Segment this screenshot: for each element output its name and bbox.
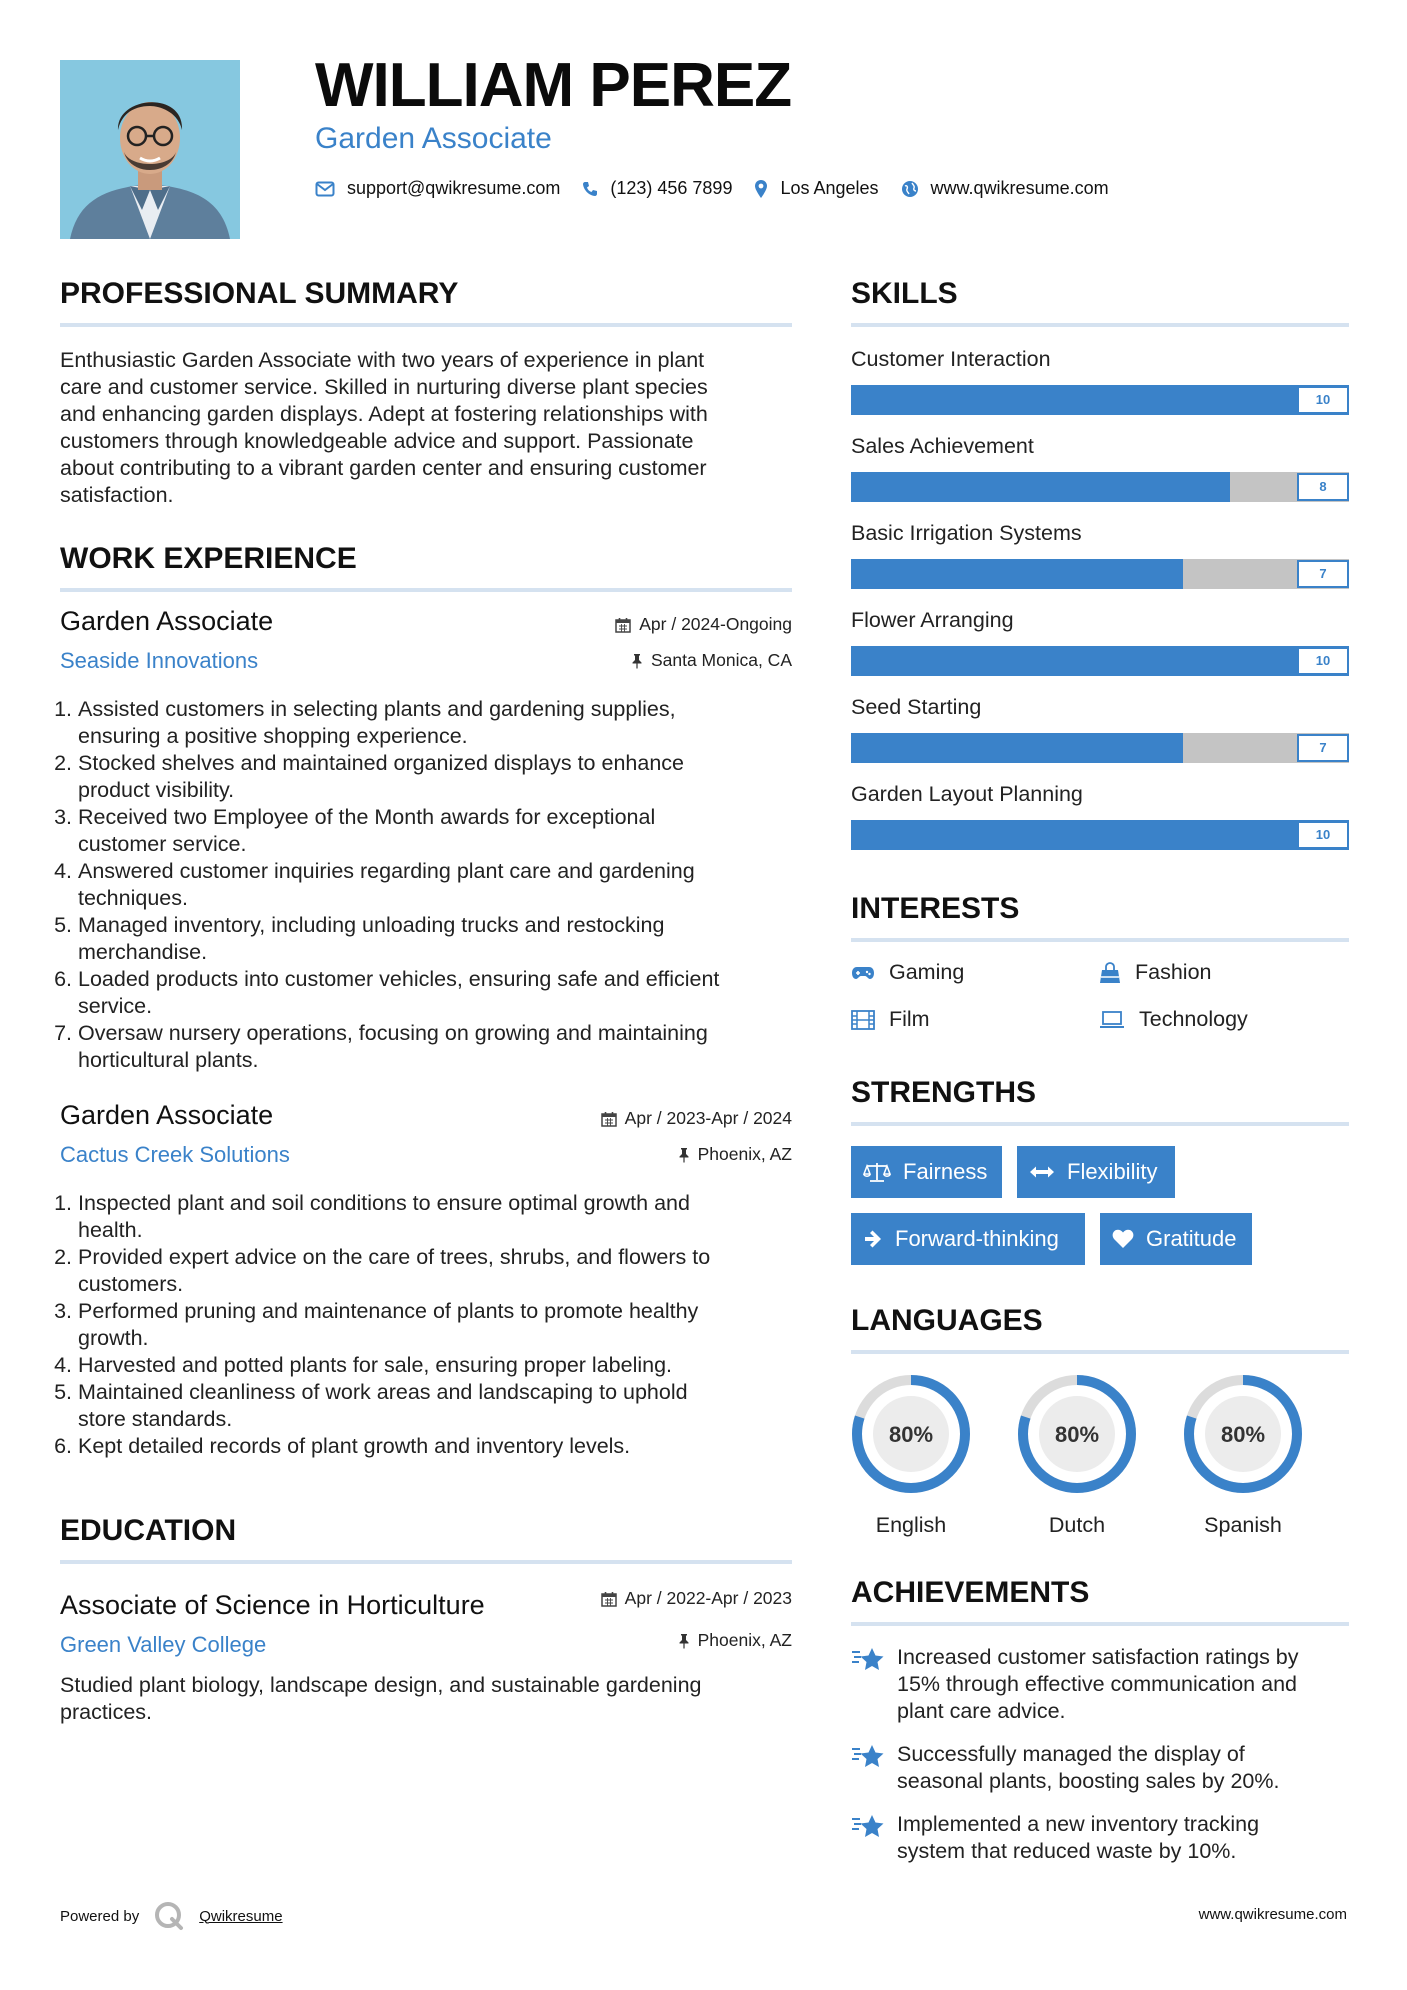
list-item: 4. Harvested and potted plants for sale, ensuring proper labeling. <box>78 1352 792 1379</box>
skill-name: Sales Achievement <box>851 434 1034 458</box>
skill-bar-segment <box>851 733 900 763</box>
calendar-icon <box>615 617 631 633</box>
section-divider <box>60 323 792 327</box>
shooting-star-icon <box>851 1743 885 1771</box>
skills-heading: SKILLS <box>851 277 958 310</box>
achievements-heading: ACHIEVEMENTS <box>851 1576 1090 1609</box>
skill-bar-segment <box>1230 385 1279 415</box>
education-location <box>678 1632 792 1650</box>
job-location-text: Phoenix, AZ <box>697 1144 792 1164</box>
skill-bar-segment <box>946 472 995 502</box>
education-dates <box>601 1590 792 1608</box>
degree-title: Associate of Science in Horticulture <box>60 1590 485 1620</box>
qwikresume-logo-icon <box>153 1900 185 1932</box>
film-icon <box>851 1010 875 1030</box>
gauge-percent: 80% <box>1054 1422 1100 1447</box>
skill-bar-segment <box>946 646 995 676</box>
calendar-icon <box>601 1591 617 1607</box>
job-title: Garden Associate <box>60 1100 274 1130</box>
skill-bar-segment <box>1088 820 1137 850</box>
skill-level-badge: 10 <box>1297 647 1349 675</box>
skill-bar-segment <box>946 820 995 850</box>
skill-bar-segment <box>851 385 900 415</box>
skill-bar-segment <box>1183 472 1232 502</box>
pushpin-icon <box>631 653 643 669</box>
skill-level-badge: 10 <box>1297 386 1349 414</box>
skill-bar-segment <box>946 385 995 415</box>
languages-heading: LANGUAGES <box>851 1304 1043 1337</box>
skill-item <box>851 610 1349 697</box>
contact-bar <box>315 178 1131 199</box>
list-item: 4. Answered customer inquiries regarding plant care and gardening techniques. <box>78 858 792 912</box>
skill-level-badge: 7 <box>1297 560 1349 588</box>
interest-gaming <box>851 960 964 985</box>
education-line: Studied plant biology, landscape design, and sustainable gardening <box>60 1673 702 1697</box>
achievement-item <box>851 1811 1349 1865</box>
strength-forward-thinking <box>851 1213 1085 1265</box>
language-gauge <box>849 1372 973 1496</box>
skills-section <box>851 279 1349 871</box>
website-text: www.qwikresume.com <box>930 178 1109 198</box>
skill-bar-segment <box>898 820 947 850</box>
envelope-icon <box>315 181 335 197</box>
summary-heading: PROFESSIONAL SUMMARY <box>60 277 459 310</box>
skill-item <box>851 697 1349 784</box>
skill-bar <box>851 646 1349 676</box>
skill-bar <box>851 385 1349 415</box>
skill-bar-segment <box>1230 559 1279 589</box>
list-item: 5. Managed inventory, including unloading trucks and restocking merchandise. <box>78 912 792 966</box>
summary-line: care and customer service. Skilled in nurturing diverse plant species <box>60 375 708 399</box>
job-entry <box>60 1102 792 1460</box>
laptop-icon <box>1099 1011 1125 1029</box>
gauge-percent: 80% <box>1220 1422 1266 1447</box>
skill-bar-segment <box>946 559 995 589</box>
strength-label: Gratitude <box>1146 1226 1237 1251</box>
skill-bar-segment <box>851 472 900 502</box>
skill-bar-segment <box>1230 820 1279 850</box>
job-location <box>678 1146 792 1164</box>
arrows-horizontal-icon <box>1029 1165 1055 1179</box>
interest-label: Gaming <box>889 960 965 984</box>
qwikresume-link[interactable]: Qwikresume <box>199 1907 283 1925</box>
languages-section <box>851 1306 1349 1552</box>
strength-label: Forward-thinking <box>895 1226 1059 1251</box>
skill-bar-segment <box>993 646 1042 676</box>
section-divider <box>851 938 1349 942</box>
skill-bar-segment <box>946 733 995 763</box>
skill-bar-segment <box>993 559 1042 589</box>
job-dates-text: Apr / 2023-Apr / 2024 <box>624 1108 792 1128</box>
skill-bar-segment <box>1135 472 1184 502</box>
skill-level-badge: 8 <box>1297 473 1349 501</box>
contact-email[interactable] <box>315 178 560 199</box>
skill-bar-segment <box>1088 385 1137 415</box>
pushpin-icon <box>678 1633 690 1649</box>
achievement-item <box>851 1644 1349 1725</box>
job-entry <box>60 608 792 1074</box>
skill-bar-segment <box>898 385 947 415</box>
skill-item <box>851 349 1349 436</box>
skill-bar-segment <box>1230 733 1279 763</box>
section-divider <box>851 1122 1349 1126</box>
summary-line: customers through knowledgeable advice and support. Passionate <box>60 429 694 453</box>
job-bullets <box>60 1190 792 1460</box>
interest-label: Technology <box>1139 1007 1248 1031</box>
skill-bar-segment <box>898 559 947 589</box>
skill-item <box>851 523 1349 610</box>
contact-location <box>754 178 878 199</box>
interest-label: Fashion <box>1135 960 1212 984</box>
summary-line: and enhancing garden displays. Adept at fostering relationships with <box>60 402 708 426</box>
list-item: 2. Provided expert advice on the care of trees, shrubs, and flowers to customers. <box>78 1244 792 1298</box>
scale-icon <box>863 1161 891 1183</box>
job-bullets <box>60 696 792 1074</box>
skill-bar <box>851 820 1349 850</box>
gauge-percent: 80% <box>888 1422 934 1447</box>
skill-bar-segment <box>1135 385 1184 415</box>
profile-photo <box>60 60 240 239</box>
experience-heading: WORK EXPERIENCE <box>60 542 357 575</box>
strengths-heading: STRENGTHS <box>851 1076 1037 1109</box>
skill-bar-segment <box>1088 559 1137 589</box>
skill-bar-segment <box>1135 733 1184 763</box>
calendar-icon <box>601 1111 617 1127</box>
skill-name: Garden Layout Planning <box>851 782 1083 806</box>
language-gauge <box>1015 1372 1139 1496</box>
skill-bar-segment <box>993 472 1042 502</box>
job-dates <box>615 616 792 634</box>
job-location <box>631 652 792 670</box>
skill-bar-segment <box>1135 820 1184 850</box>
skill-bar-segment <box>1183 820 1232 850</box>
list-item: 3. Received two Employee of the Month awards for exceptional customer service. <box>78 804 792 858</box>
language-name: Spanish <box>1204 1513 1282 1537</box>
language-name: English <box>875 1513 947 1537</box>
skill-bar-segment <box>1040 646 1089 676</box>
skill-bar-segment <box>993 820 1042 850</box>
strengths-section <box>851 1078 1349 1276</box>
education-line: practices. <box>60 1700 153 1724</box>
education-description <box>60 1672 792 1726</box>
skill-bar-segment <box>1040 472 1089 502</box>
skill-bar-segment <box>898 733 947 763</box>
skill-bar-segment <box>1183 733 1232 763</box>
map-pin-icon <box>754 179 768 199</box>
strength-flexibility <box>1017 1146 1175 1198</box>
skill-bar-segment <box>1088 733 1137 763</box>
skill-name: Seed Starting <box>851 695 982 719</box>
skill-bar-segment <box>898 472 947 502</box>
skill-name: Flower Arranging <box>851 608 1014 632</box>
achievement-text: Successfully managed the display of seasonal plants, boosting sales by 20%. <box>897 1742 1280 1793</box>
education-dates-text: Apr / 2022-Apr / 2023 <box>624 1588 792 1608</box>
skill-bar-segment <box>993 385 1042 415</box>
location-text: Los Angeles <box>780 178 879 198</box>
skill-bar-segment <box>1183 559 1232 589</box>
summary-section <box>60 279 792 509</box>
interest-fashion <box>1099 960 1212 985</box>
phone-text: (123) 456 7899 <box>610 178 733 198</box>
language-gauge <box>1181 1372 1305 1496</box>
education-section <box>60 1516 792 1726</box>
achievement-item <box>851 1741 1349 1795</box>
contact-website[interactable] <box>901 178 1109 199</box>
bag-icon <box>1099 962 1121 984</box>
strength-gratitude <box>1100 1213 1252 1265</box>
skill-bar-segment <box>1040 385 1089 415</box>
skill-bar-segment <box>1230 472 1279 502</box>
list-item: 7. Oversaw nursery operations, focusing on growing and maintaining horticultural plants. <box>78 1020 792 1074</box>
list-item: 6. Loaded products into customer vehicles, ensuring safe and efficient service. <box>78 966 792 1020</box>
contact-phone[interactable] <box>582 178 732 199</box>
skill-bar-segment <box>1040 820 1089 850</box>
list-item: 3. Performed pruning and maintenance of plants to promote healthy growth. <box>78 1298 792 1352</box>
skill-bar-segment <box>1230 646 1279 676</box>
email-text: support@qwikresume.com <box>347 178 561 198</box>
education-location-text: Phoenix, AZ <box>697 1630 792 1650</box>
interests-section <box>851 894 1349 1050</box>
globe-icon <box>901 180 919 198</box>
pushpin-icon <box>678 1147 690 1163</box>
job-dates-text: Apr / 2024-Ongoing <box>639 614 792 634</box>
interest-label: Film <box>889 1007 930 1031</box>
skill-item <box>851 436 1349 523</box>
job-dates <box>601 1110 792 1128</box>
summary-line: Enthusiastic Garden Associate with two years of experience in plant <box>60 348 705 372</box>
skill-level-badge: 10 <box>1297 821 1349 849</box>
section-divider <box>60 1560 792 1564</box>
strength-fairness <box>851 1146 1002 1198</box>
skill-bar-segment <box>851 559 900 589</box>
strength-label: Fairness <box>903 1159 988 1184</box>
powered-by-text: Powered by <box>60 1907 140 1925</box>
list-item: 1. Assisted customers in selecting plants and gardening supplies, ensuring a positive shopping experience. <box>78 696 792 750</box>
achievement-text: Increased customer satisfaction ratings by 15% through effective communication and plant care advice. <box>897 1645 1299 1723</box>
skill-bar-segment <box>1088 472 1137 502</box>
arrow-right-icon <box>863 1229 883 1249</box>
gamepad-icon <box>851 965 875 981</box>
person-portrait-icon <box>60 60 240 239</box>
school-name[interactable]: Green Valley College <box>60 1632 267 1657</box>
language-name: Dutch <box>1048 1513 1106 1537</box>
achievement-text: Implemented a new inventory tracking system that reduced waste by 10%. <box>897 1812 1260 1863</box>
skill-level-badge: 7 <box>1297 734 1349 762</box>
list-item: 6. Kept detailed records of plant growth and inventory levels. <box>78 1433 792 1460</box>
company-name[interactable]: Cactus Creek Solutions <box>60 1142 290 1167</box>
strength-label: Flexibility <box>1067 1159 1158 1184</box>
skill-name: Basic Irrigation Systems <box>851 521 1082 545</box>
skill-bar-segment <box>1183 646 1232 676</box>
language-english <box>849 1372 973 1538</box>
language-spanish <box>1181 1372 1305 1538</box>
interest-film <box>851 1007 930 1032</box>
heart-icon <box>1112 1229 1134 1249</box>
interest-technology <box>1099 1007 1248 1032</box>
skill-bar-segment <box>1088 646 1137 676</box>
shooting-star-icon <box>851 1813 885 1841</box>
skills-list <box>851 349 1349 871</box>
skill-bar-segment <box>898 646 947 676</box>
list-item: 2. Stocked shelves and maintained organized displays to enhance product visibility. <box>78 750 792 804</box>
section-divider <box>851 323 1349 327</box>
candidate-name: WILLIAM PEREZ <box>315 51 792 120</box>
education-heading: EDUCATION <box>60 1514 237 1547</box>
footer-powered-by <box>60 1900 283 1932</box>
section-divider <box>851 1622 1349 1626</box>
interests-heading: INTERESTS <box>851 892 1020 925</box>
shooting-star-icon <box>851 1646 885 1674</box>
skill-bar <box>851 472 1349 502</box>
job-title: Garden Associate <box>60 606 274 636</box>
list-item: 1. Inspected plant and soil conditions to ensure optimal growth and health. <box>78 1190 792 1244</box>
language-dutch <box>1015 1372 1139 1538</box>
list-item: 5. Maintained cleanliness of work areas and landscaping to uphold store standards. <box>78 1379 792 1433</box>
summary-text <box>60 347 792 509</box>
skill-bar-segment <box>851 820 900 850</box>
candidate-title: Garden Associate <box>315 122 552 155</box>
experience-section <box>60 544 792 592</box>
skill-bar <box>851 733 1349 763</box>
skill-item <box>851 784 1349 871</box>
job-location-text: Santa Monica, CA <box>650 650 792 670</box>
phone-icon <box>582 181 598 197</box>
skill-bar-segment <box>1135 559 1184 589</box>
skill-bar-segment <box>851 646 900 676</box>
skill-bar-segment <box>1183 385 1232 415</box>
company-name[interactable]: Seaside Innovations <box>60 648 259 673</box>
summary-line: about contributing to a vibrant garden center and ensuring customer <box>60 456 707 480</box>
skill-bar <box>851 559 1349 589</box>
skill-bar-segment <box>1040 559 1089 589</box>
summary-line: satisfaction. <box>60 483 174 507</box>
section-divider <box>851 1350 1349 1354</box>
skill-bar-segment <box>1040 733 1089 763</box>
skill-bar-segment <box>1135 646 1184 676</box>
achievements-section <box>851 1578 1349 1865</box>
skill-name: Customer Interaction <box>851 347 1051 371</box>
skill-bar-segment <box>993 733 1042 763</box>
footer-website[interactable]: www.qwikresume.com <box>1198 1906 1347 1923</box>
section-divider <box>60 588 792 592</box>
